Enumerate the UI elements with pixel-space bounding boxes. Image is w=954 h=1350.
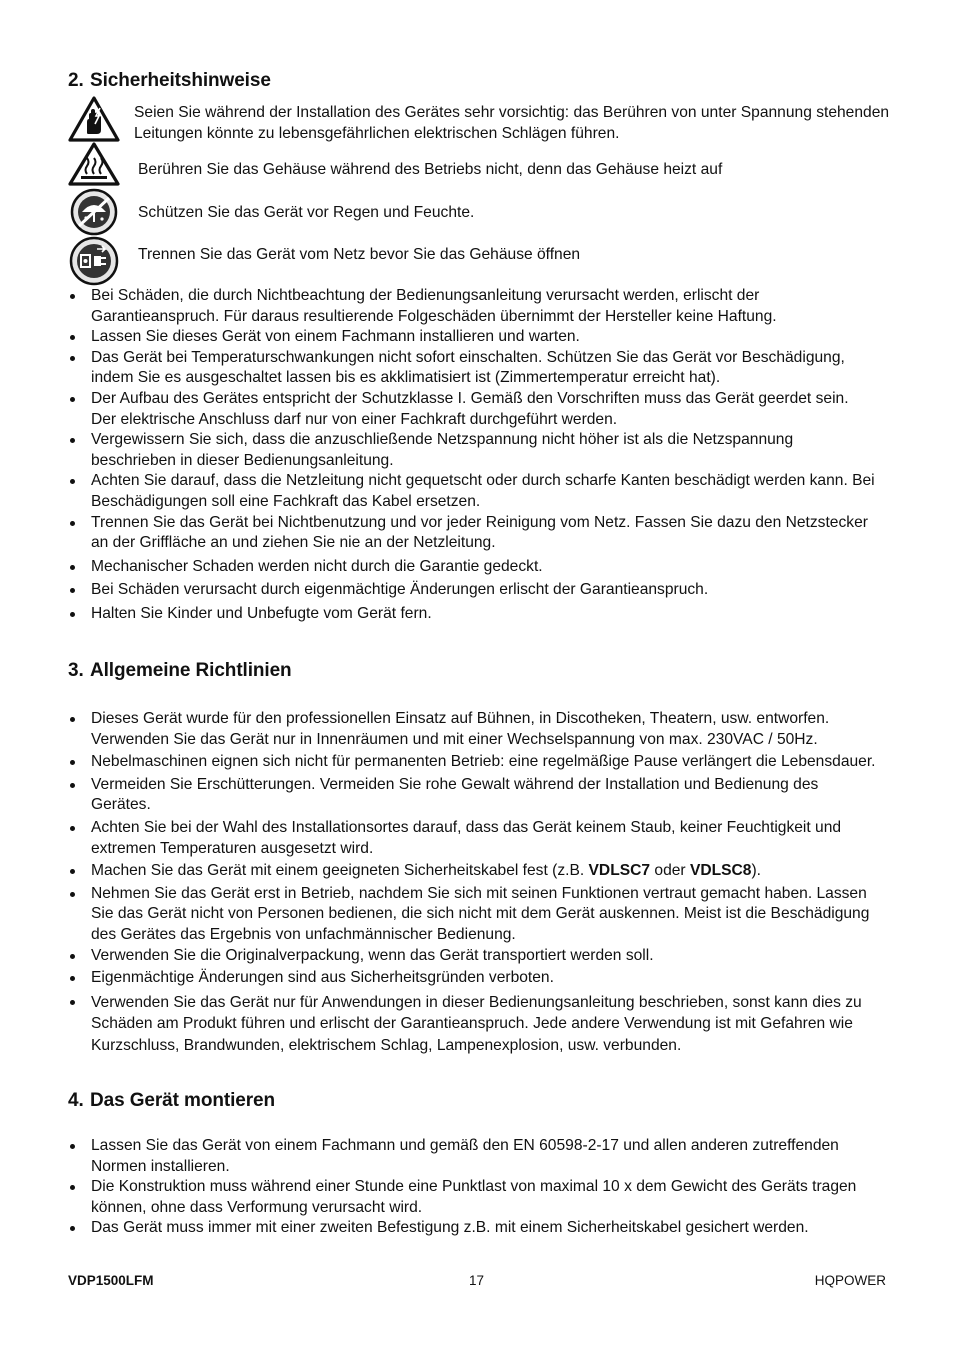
model-code: VDLSC7 xyxy=(588,862,651,880)
footer-brand: HQPOWER xyxy=(814,1273,886,1288)
list-item: Lassen Sie das Gerät von einem Fachmann und gemäß den EN 60598-2-17 und allen anderen zutreffenden Normen installieren. xyxy=(68,1136,894,1177)
model-code: VDLSC8 xyxy=(689,862,752,880)
list-item: Nebelmaschinen eignen sich nicht für permanenten Betrieb: eine regelmäßige Pause verlängert die Lebensdauer. xyxy=(68,752,894,773)
list-item: Lassen Sie dieses Gerät von einem Fachmann installieren und warten. xyxy=(68,327,894,348)
list-item: Eigenmächtige Änderungen sind aus Sicherheitsgründen verboten. xyxy=(68,968,894,989)
list-item: Vergewissern Sie sich, dass die anzuschließende Netzspannung nicht höher ist als die Netzspannung beschrieben in dieser Bedienungsanleitung. xyxy=(68,430,894,471)
section-number: 3. xyxy=(68,660,84,681)
list-item-text: ). xyxy=(751,862,762,880)
list-item: Nehmen Sie das Gerät erst in Betrieb, nachdem Sie sich mit seinen Funktionen vertraut gemacht haben. Lassen Sie das Gerät nicht von Personen bedienen, die sich nicht mit dem Gerät auskennen. Meist ist die Beschädigung des Gerätes das Ergebnis von unfachmännischer Bedienung. xyxy=(68,884,894,946)
list-item-text: Machen Sie das Gerät mit einem geeigneten Sicherheitskabel fest (z.B. xyxy=(91,862,589,880)
guidelines-bullet-list xyxy=(68,709,894,1057)
footer-page-number: 17 xyxy=(469,1273,485,1288)
list-item: Halten Sie Kinder und Unbefugte vom Gerät fern. xyxy=(68,604,894,625)
list-item: Vermeiden Sie Erschütterungen. Vermeiden Sie rohe Gewalt während der Installation und Bedienung des Gerätes. xyxy=(68,775,894,816)
list-item: Verwenden Sie das Gerät nur für Anwendungen in dieser Bedienungsanleitung beschrieben, sonst kann dies zu Schäden am Produkt führen und erlischt der Garantieanspruch. Jede andere Verwendung ist mit Gefahren wie Kurzschluss, Brandwunden, elektrischem Schlag, Lampenexplosion, usw. verbunden. xyxy=(68,992,894,1057)
list-item: Der Aufbau des Gerätes entspricht der Schutzklasse I. Gemäß den Vorschriften muss das Gerät geerdet sein. Der elektrische Anschluss darf nur von einer Fachkraft durchgeführt werden. xyxy=(68,389,894,430)
list-item: Bei Schäden verursacht durch eigenmächtige Änderungen erlischt der Garantieanspruch. xyxy=(68,580,894,601)
warning-text: Berühren Sie das Gehäuse während des Betriebs nicht, denn das Gehäuse heizt auf xyxy=(138,161,723,178)
section-title: Allgemeine Richtlinien xyxy=(90,660,292,681)
warning-text: Trennen Sie das Gerät vom Netz bevor Sie das Gehäuse öffnen xyxy=(138,246,581,263)
list-item: Das Gerät muss immer mit einer zweiten Befestigung z.B. mit einem Sicherheitskabel gesichert werden. xyxy=(68,1218,894,1239)
unplug-before-opening-icon xyxy=(68,236,120,286)
list-item: Die Konstruktion muss während einer Stunde eine Punktlast von maximal 10 x dem Gewicht des Geräts tragen können, ohne dass Verformung verursacht wird. xyxy=(68,1177,894,1218)
list-item: Trennen Sie das Gerät bei Nichtbenutzung und vor jeder Reinigung vom Netz. Fassen Sie dazu den Netzstecker an der Griffläche an und ziehen Sie nie an der Netzleitung. xyxy=(68,513,894,554)
section-heading-general xyxy=(68,660,292,682)
safety-bullet-list xyxy=(68,286,894,625)
hot-surface-icon xyxy=(68,142,120,186)
list-item: Dieses Gerät wurde für den professionellen Einsatz auf Bühnen, in Discotheken, Theatern, usw. entworfen. Verwenden Sie das Gerät nur in Innenräumen und mit einer Wechselspannung von max. 230VAC / 50Hz. xyxy=(68,709,894,750)
warning-row xyxy=(68,142,908,186)
section-title: Das Gerät montieren xyxy=(90,1090,275,1111)
section-number: 4. xyxy=(68,1090,84,1111)
list-item: Bei Schäden, die durch Nichtbeachtung der Bedienungsanleitung verursacht werden, erlischt der Garantieanspruch. Für daraus resultierende Folgeschäden übernimmt der Hersteller keine Haftung. xyxy=(68,286,894,327)
mounting-bullet-list xyxy=(68,1136,894,1239)
list-item: Mechanischer Schaden werden nicht durch die Garantie gedeckt. xyxy=(68,557,894,578)
warning-text: Seien Sie während der Installation des Gerätes sehr vorsichtig: das Berühren von unter Spannung stehenden Leitungen könnte zu lebensgefährlichen elektrischen Schlägen führen. xyxy=(134,104,890,142)
warning-row xyxy=(68,236,908,286)
section-title: Sicherheitshinweise xyxy=(90,70,271,91)
footer-model: VDP1500LFM xyxy=(68,1273,154,1288)
list-item: Achten Sie darauf, dass die Netzleitung nicht gequetscht oder durch scharfe Kanten beschädigt werden kann. Bei Beschädigungen soll eine Fachkraft das Kabel ersetzen. xyxy=(68,471,894,512)
electric-shock-hand-icon xyxy=(68,96,120,142)
section-heading-safety xyxy=(68,70,271,92)
warning-row xyxy=(68,188,908,236)
list-item xyxy=(68,861,894,882)
section-heading-mounting xyxy=(68,1090,275,1112)
list-item: Das Gerät bei Temperaturschwankungen nicht sofort einschalten. Schützen Sie das Gerät vor Beschädigung, indem Sie es ausgeschaltet lassen bis es akklimatisiert ist (Zimmertemperatur erreicht hat). xyxy=(68,348,894,389)
list-item: Achten Sie bei der Wahl des Installationsortes darauf, dass das Gerät keinem Staub, keiner Feuchtigkeit und extremen Temperaturen ausgesetzt wird. xyxy=(68,818,894,859)
list-item: Verwenden Sie die Originalverpackung, wenn das Gerät transportiert werden soll. xyxy=(68,946,894,967)
protect-from-rain-icon xyxy=(68,188,120,236)
section-number: 2. xyxy=(68,70,84,91)
warning-text: Schützen Sie das Gerät vor Regen und Feuchte. xyxy=(138,204,475,221)
warning-row xyxy=(68,96,908,142)
list-item-text: oder xyxy=(650,862,690,880)
